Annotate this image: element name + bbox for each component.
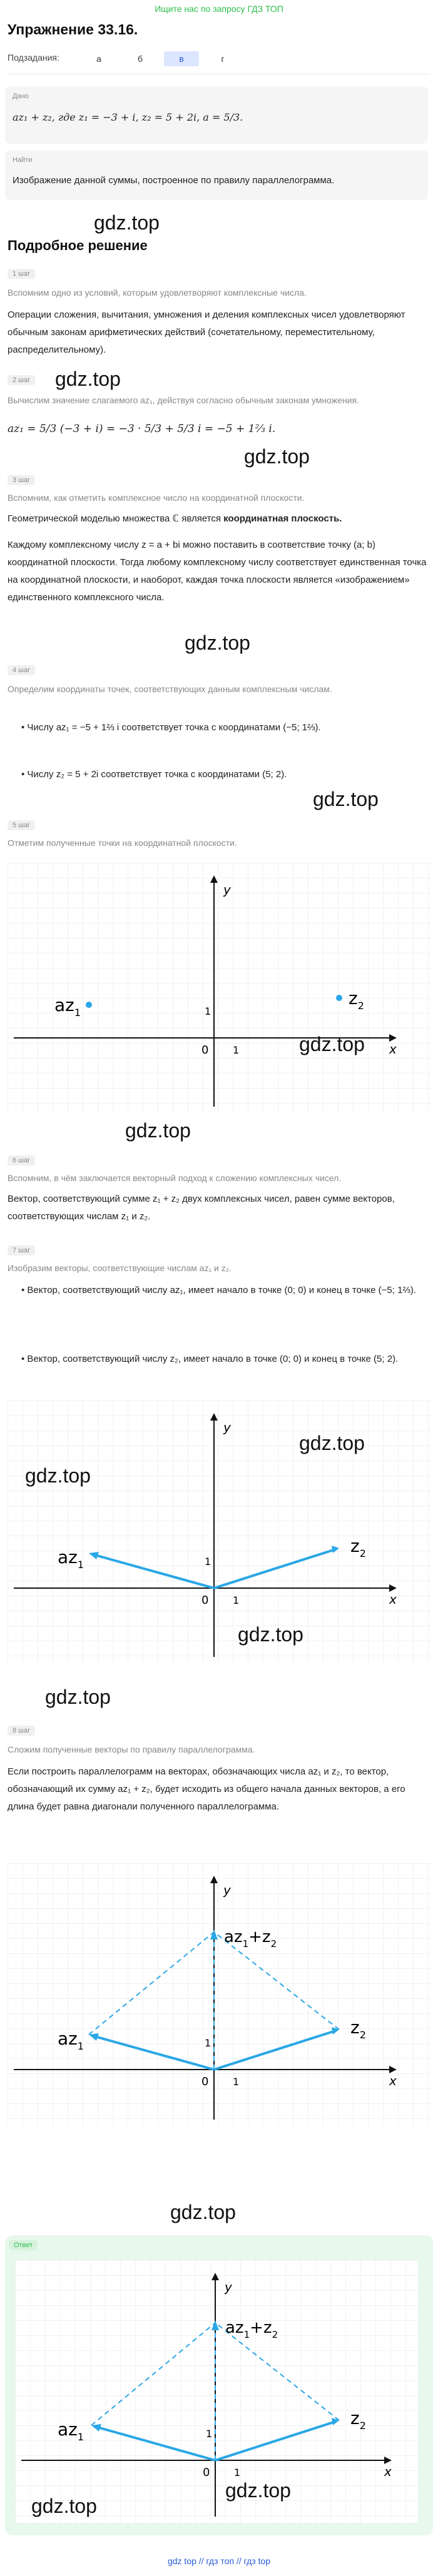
- y-label: y: [223, 1420, 231, 1435]
- step-4-bullet1-text: Числу az₁ = −5 + 1⅔ i соответствует точка с координатами (−5; 1⅔).: [27, 722, 321, 733]
- origin-label: 0: [201, 1594, 209, 1607]
- step-4-bullet1: • Числу az₁ = −5 + 1⅔ i соответствует точка с координатами (−5; 1⅔).: [21, 722, 321, 733]
- find-text: Изображение данной суммы, построенное по правилу параллелограмма.: [13, 175, 335, 186]
- one-x-label: 1: [233, 1594, 240, 1606]
- vector-az1-label: $az_1$: [58, 2028, 84, 2052]
- vector-z2-label: $z_2$: [350, 2408, 366, 2432]
- one-y-label: 1: [205, 1556, 211, 1567]
- vector-z2-label: $z_2$: [350, 2017, 366, 2041]
- watermark: gdz.top: [125, 1119, 191, 1142]
- subtask-tab-v[interactable]: в: [164, 51, 199, 66]
- step-6-label: 6 шаг: [8, 1155, 35, 1165]
- one-y-label: 1: [205, 1005, 211, 1017]
- step-7-bullet2-text: Вектор, соответствующий числу z₂, имеет начало в точке (0; 0) и конец в точке (5; 2).: [27, 1354, 399, 1364]
- grid: [8, 1401, 430, 1663]
- step-7-label: 7 шаг: [8, 1245, 35, 1255]
- watermark: gdz.top: [313, 788, 379, 810]
- subtask-tab-b[interactable]: б: [137, 54, 143, 64]
- one-y-label: 1: [206, 2428, 213, 2440]
- solution-title: Подробное решение: [8, 238, 148, 253]
- step-3-text1-bold: координатная плоскость.: [223, 513, 342, 524]
- vector-sum-label: $az_1+z_2$: [224, 1928, 277, 1950]
- vector-z2-label: $z_2$: [350, 1536, 366, 1559]
- step-8-hint: Сложим полученные векторы по правилу параллелограмма.: [8, 1744, 255, 1754]
- step-3-text1: [8, 510, 430, 528]
- step-7-bullet1-text: Вектор, соответствующий числу az₁, имеет начало в точке (0; 0) и конец в точке (−5; 1⅔).: [27, 1285, 417, 1296]
- given-text: az₁ + z₂, где z₁ = −3 + i, z₂ = 5 + 2i, a = 5/3.: [13, 111, 243, 123]
- watermark: gdz.top: [299, 1033, 365, 1055]
- vector-az1-label: $az_1$: [58, 2419, 84, 2443]
- top-note[interactable]: Ищите нас по запросу ГДЗ ТОП: [155, 4, 283, 14]
- given-card: [5, 86, 428, 144]
- step-4-bullet2: • Числу z₂ = 5 + 2i соответствует точка с координатами (5; 2).: [21, 769, 287, 780]
- find-card: [5, 150, 428, 200]
- origin-label: 0: [201, 2075, 209, 2088]
- step-1-label: 1 шаг: [8, 269, 35, 279]
- x-label: x: [389, 1042, 397, 1057]
- y-label: y: [223, 882, 231, 897]
- step-3-text2: Каждому комплексному числу z = a + bi можно поставить в соответствие точку (a; b) координатной плоскости. Тогда любому комплексному числу соответствует единственная точка на координатной плоскости, и наоборот, каждая точка плоскости является «изображением» единственного комплексного числа.: [8, 540, 427, 603]
- step-8-text: Если построить параллелограмм на векторах, обозначающих числа az₁ и z₂, то вектор, обозначающий их сумму az₁ + z₂, будет исходить из общего начала данных векторов, а его длина будет равна диагонали полученного параллелограмма.: [8, 1766, 405, 1812]
- vector-sum-label: $az_1+z_2$: [225, 2318, 278, 2340]
- grid: [15, 2260, 418, 2523]
- graph-parallelogram: [8, 1863, 430, 2126]
- watermark: gdz.top: [299, 1432, 365, 1454]
- step-2-label: 2 шаг: [8, 375, 35, 385]
- x-label: x: [384, 2464, 392, 2479]
- subtasks-label: Подзадания:: [8, 53, 59, 63]
- step-4-hint: Определим координаты точек, соответствующих данным комплексным числам.: [8, 684, 332, 694]
- find-label: Найти: [13, 156, 33, 164]
- point-z2: [336, 995, 342, 1001]
- given-label: Дано: [13, 93, 29, 100]
- y-label: y: [223, 1883, 231, 1898]
- origin-label: 0: [203, 2466, 210, 2479]
- subtask-tab-g[interactable]: г: [221, 54, 225, 64]
- watermark: gdz.top: [25, 1464, 91, 1487]
- step-6-hint: Вспомним, в чём заключается векторный подход к сложению комплексных чисел.: [8, 1173, 342, 1183]
- watermark: gdz.top: [185, 631, 250, 654]
- step-3-hint: Вспомним, как отметить комплексное число на координатной плоскости.: [8, 493, 305, 503]
- y-label: y: [225, 2280, 232, 2295]
- vector-az1-label: $az_1$: [58, 1547, 84, 1571]
- subtask-tab-a[interactable]: а: [96, 54, 101, 64]
- watermark: gdz.top: [94, 211, 160, 234]
- step-7-bullet2: • Вектор, соответствующий числу z₂, имеет начало в точке (0; 0) и конец в точке (5; 2).: [21, 1354, 399, 1364]
- x-label: x: [389, 1592, 397, 1607]
- step-2-text: az₁ = 5/3 (−3 + i) = −3 · 5/3 + 5/3 i = −5 + 1⅔ i.: [8, 423, 276, 435]
- step-3-label: 3 шаг: [8, 475, 35, 485]
- point-az1-label: $az_1$: [54, 995, 81, 1019]
- graph-points: [8, 863, 430, 1113]
- watermark: gdz.top: [55, 368, 121, 390]
- page-title: Упражнение 33.16.: [8, 21, 138, 38]
- graph-answer: [15, 2260, 418, 2523]
- watermark: gdz.top: [170, 2201, 236, 2223]
- watermark: gdz.top: [244, 445, 310, 468]
- one-x-label: 1: [233, 1044, 240, 1056]
- one-x-label: 1: [234, 2467, 241, 2478]
- origin-label: 0: [201, 1044, 209, 1057]
- answer-label: Ответ: [9, 2240, 38, 2250]
- footer-links[interactable]: gdz top // гдз топ // гдз top: [167, 2556, 271, 2566]
- step-8-label: 8 шаг: [8, 1726, 35, 1736]
- one-y-label: 1: [205, 2037, 211, 2049]
- watermark: gdz.top: [45, 1686, 111, 1708]
- step-2-hint: Вычислим значение слагаемого az₁, действуя согласно обычным законам умножения.: [8, 395, 359, 405]
- step-5-hint: Отметим полученные точки на координатной плоскости.: [8, 838, 237, 848]
- grid: [8, 863, 430, 1113]
- step-6-text: Вектор, соответствующий сумме z₁ + z₂ двух комплексных чисел, равен сумме векторов, соответствующих числам z₁ и z₂.: [8, 1194, 395, 1222]
- watermark: gdz.top: [238, 1623, 303, 1646]
- step-4-bullet2-text: Числу z₂ = 5 + 2i соответствует точка с координатами (5; 2).: [27, 769, 287, 780]
- one-x-label: 1: [233, 2076, 240, 2088]
- point-az1: [86, 1002, 92, 1008]
- watermark: gdz.top: [225, 2479, 291, 2502]
- step-7-bullet1: • Вектор, соответствующий числу az₁, имеет начало в точке (0; 0) и конец в точке (−5; 1⅔).: [21, 1285, 417, 1296]
- grid: [8, 1863, 430, 2126]
- watermark: gdz.top: [31, 2495, 97, 2517]
- step-5-label: 5 шаг: [8, 820, 35, 830]
- graph-vectors: [8, 1401, 430, 1663]
- x-label: x: [389, 2073, 397, 2088]
- point-z2-label: $z_2$: [349, 988, 364, 1012]
- step-4-label: 4 шаг: [8, 665, 35, 675]
- step-3-text1-plain: Геометрической моделью множества ℂ является: [8, 513, 221, 524]
- step-7-hint: Изобразим векторы, соответствующие числам az₁ и z₂.: [8, 1263, 232, 1273]
- step-1-hint: Вспомним одно из условий, которым удовлетворяют комплексные числа.: [8, 288, 307, 298]
- step-1-text: Операции сложения, вычитания, умножения и деления комплексных чисел удовлетворяют обычным законам арифметических действий (сочетательному, переместительному, распределительному).: [8, 309, 405, 355]
